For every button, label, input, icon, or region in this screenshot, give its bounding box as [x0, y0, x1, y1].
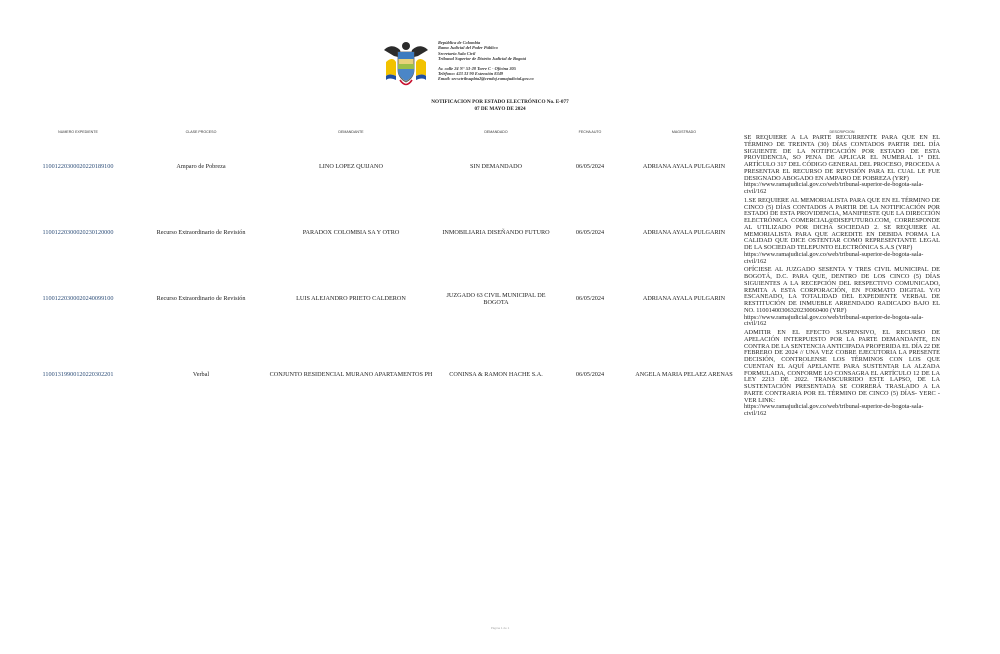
cell-magistrado: ANGELA MARIA PELAEZ ARENAS	[635, 371, 733, 379]
header-fecha-auto: FECHA AUTO	[578, 130, 602, 134]
letterhead-address: Av. calle 24 N° 53-28 Torre C - Oficina 305	[438, 65, 516, 71]
cell-magistrado: ADRIANA AYALA PULGARIN	[642, 295, 726, 303]
cell-fecha-auto: 06/05/2024	[575, 295, 605, 303]
cell-descripcion	[744, 330, 940, 420]
description-text: SE REQUIERE A LA PARTE RECURRENTE PARA QUE EN EL TÉRMINO DE TREINTA (30) DÍAS CONTADOS PARTIR DEL DÍA SIGUIENTE DE LA NOTIFICACIÓN POR ESTADO DE ESTA PROVIDENCIA, SO PENA DE APLICAR EL NUMERAL 1° DEL ARTÍCULO 317 DEL CÓDIGO GENERAL DEL PROCESO, PROCEDA A PRESENTAR EL RECURSO DE REVISIÓN PARA EL CUAL LE FUE DESIGNADO ABOGADO EN AMPARO DE POBREZA (YRF)	[744, 134, 940, 182]
cell-demandante: LINO LOPEZ QUIJANO	[319, 162, 383, 170]
notification-date: 07 DE MAYO DE 2024	[474, 105, 526, 112]
header-descripcion: DESCRIPCION	[829, 130, 855, 134]
colombia-coat-of-arms-icon	[380, 36, 432, 88]
cell-fecha-auto: 06/05/2024	[575, 229, 605, 236]
description-text: 1.SE REQUIERE AL MEMORIALISTA PARA QUE EN EL TÉRMINO DE CINCO (5) DÍAS CONTADOS A PARTIR DE LA NOTIFICACIÓN POR ESTADO DE ESTA PROVIDENCIA, MANIFIESTE QUE LA DIRECCIÓN ELECTRÓNICA COMERCIAL@DISEFUTURO.COM, CORRESPONDE AL UTILIZADO POR DICHA SOCIEDAD 2. SE REQUIERE AL MEMORIALISTA PARA QUE ACREDITE EN DEBIDA FORMA LA CALIDAD QUE DICE OSTENTAR COMO REPRESENTANTE LEGAL DE LA SOCIEDAD TELEPUNTO ELECTRÓNICA S.A.S (YRF)	[744, 196, 940, 251]
letterhead-line: Secretaría Sala Civil	[438, 50, 476, 56]
notification-title: NOTIFICACION POR ESTADO ELECTRÓNICO No. E-077	[431, 99, 569, 105]
header-demandado: DEMANDADO	[484, 130, 508, 134]
header-expediente: NUMERO EXPEDIENTE	[58, 130, 98, 134]
letterhead-phone: Teléfono: 423 33 90 Extensión 8349	[438, 71, 504, 77]
cell-expediente: 11001220300020240099100	[42, 295, 114, 303]
description-link[interactable]: https://www.ramajudicial.gov.co/web/tribunal-superior-de-bogota-sala-civil/162	[744, 313, 924, 328]
letterhead-line: Rama Judicial del Poder Público	[438, 45, 498, 51]
cell-descripcion	[744, 267, 940, 330]
cell-demandante: LUIS ALEJANDRO PRIETO CALDERON	[296, 295, 406, 303]
cell-expediente: 11001220300020220189100	[42, 162, 114, 170]
letterhead-text	[438, 40, 588, 82]
description-text: OFÍCIESE AL JUZGADO SESENTA Y TRES CIVIL MUNICIPAL DE BOGOTÁ, D.C. PARA QUE, DENTRO DE LOS CINCO (5) DÍAS SIGUIENTES A LA RECEPCIÓN DEL RESPECTIVO COMUNICADO, REMITA A ESTA CORPORACIÓN, EN FORMATO DIGITAL Y/O ESCANEADO, LA TOTALIDAD DEL EXPEDIENTE VERBAL DE RESTITUCIÓN DE INMUEBLE ARRENDADO RADICADO BAJO EL NO. 11001400306320230060400 (YRF)	[744, 266, 940, 314]
cell-demandado: SIN DEMANDADO	[469, 162, 523, 170]
cell-expediente: 11001220300020230120000	[42, 229, 114, 236]
header-clase-proceso: CLASE PROCESO	[185, 130, 217, 134]
cell-clase-proceso: Recurso Extraordinario de Revisión	[156, 295, 246, 303]
cell-clase-proceso: Recurso Extraordinario de Revisión	[156, 229, 246, 236]
cell-demandado: CONINSA & RAMON HACHE S.A.	[449, 371, 543, 379]
cell-clase-proceso: Amparo de Pobreza	[176, 162, 226, 170]
table-row	[20, 267, 940, 330]
letterhead-line: Tribunal Superior de Distrito Judicial de Bogotá	[438, 56, 526, 62]
notification-table	[20, 128, 940, 420]
cell-descripcion	[744, 198, 940, 268]
cell-descripcion	[744, 135, 940, 198]
table-row	[20, 135, 940, 198]
cell-fecha-auto: 06/05/2024	[575, 371, 605, 379]
header-magistrado: MAGISTRADO	[671, 130, 697, 134]
table-row	[20, 330, 940, 420]
table-row	[20, 198, 940, 268]
cell-demandado: JUZGADO 63 CIVIL MUNICIPAL DE BOGOTA	[446, 291, 546, 306]
cell-expediente: 11001319900120220302201	[42, 371, 114, 379]
letterhead	[380, 36, 580, 96]
page-number: Página 1 de 1	[490, 626, 510, 630]
cell-demandado: INMOBILIARIA DISEÑANDO FUTURO	[442, 229, 550, 236]
cell-demandante: CONJUNTO RESIDENCIAL MURANO APARTAMENTOS PH	[269, 371, 433, 379]
document-title	[0, 99, 1000, 112]
description-link[interactable]: https://www.ramajudicial.gov.co/web/tribunal-superior-de-bogota-sala-civil/162	[744, 403, 924, 417]
letterhead-line: República de Colombia	[438, 40, 481, 45]
cell-clase-proceso: Verbal	[192, 371, 210, 379]
description-link[interactable]: https://www.ramajudicial.gov.co/web/tribunal-superior-de-bogota-sala-civil/162	[744, 250, 924, 265]
cell-demandante: PARADOX COLOMBIA SA Y OTRO	[302, 229, 400, 236]
header-demandante: DEMANDANTE	[338, 130, 364, 134]
cell-magistrado: ADRIANA AYALA PULGARIN	[642, 162, 726, 170]
description-text: ADMITIR EN EL EFECTO SUSPENSIVO, EL RECURSO DE APELACIÓN INTERPUESTO POR LA PARTE DEMANDANTE, EN CONTRA DE LA SENTENCIA ANTICIPADA PROFERIDA EL DÍA 22 DE FEBRERO DE 2024 // UNA VEZ COBRE EJECUTORIA LA PRESENTE DECISIÓN, CONTROLENSE LOS TÉRMINOS CON LOS QUE CUENTAN EL AQUÍ APELANTE PARA SUSTENTAR LA ALZADA FORMULADA, CONFORME LO CONSAGRA EL ARTÍCULO 12 DE LA LEY 2213 DE 2022. TRANSCURRIDO ESTE LAPSO, DE LA SUSTENTACIÓN PRESENTADA SE CORRERÁ TRASLADO A LA PARTE CONTRARIA POR EL TÉRMINO DE CINCO (5) DÍAS- YERC - VER LINK:	[744, 329, 940, 404]
cell-fecha-auto: 06/05/2024	[575, 162, 605, 170]
letterhead-email: Email: secsctribsupbta2@cendoj.ramajudicial.gov.co	[438, 76, 534, 82]
cell-magistrado: ADRIANA AYALA PULGARIN	[642, 229, 726, 236]
description-link[interactable]: https://www.ramajudicial.gov.co/web/tribunal-superior-de-bogota-sala-civil/162	[744, 181, 924, 195]
